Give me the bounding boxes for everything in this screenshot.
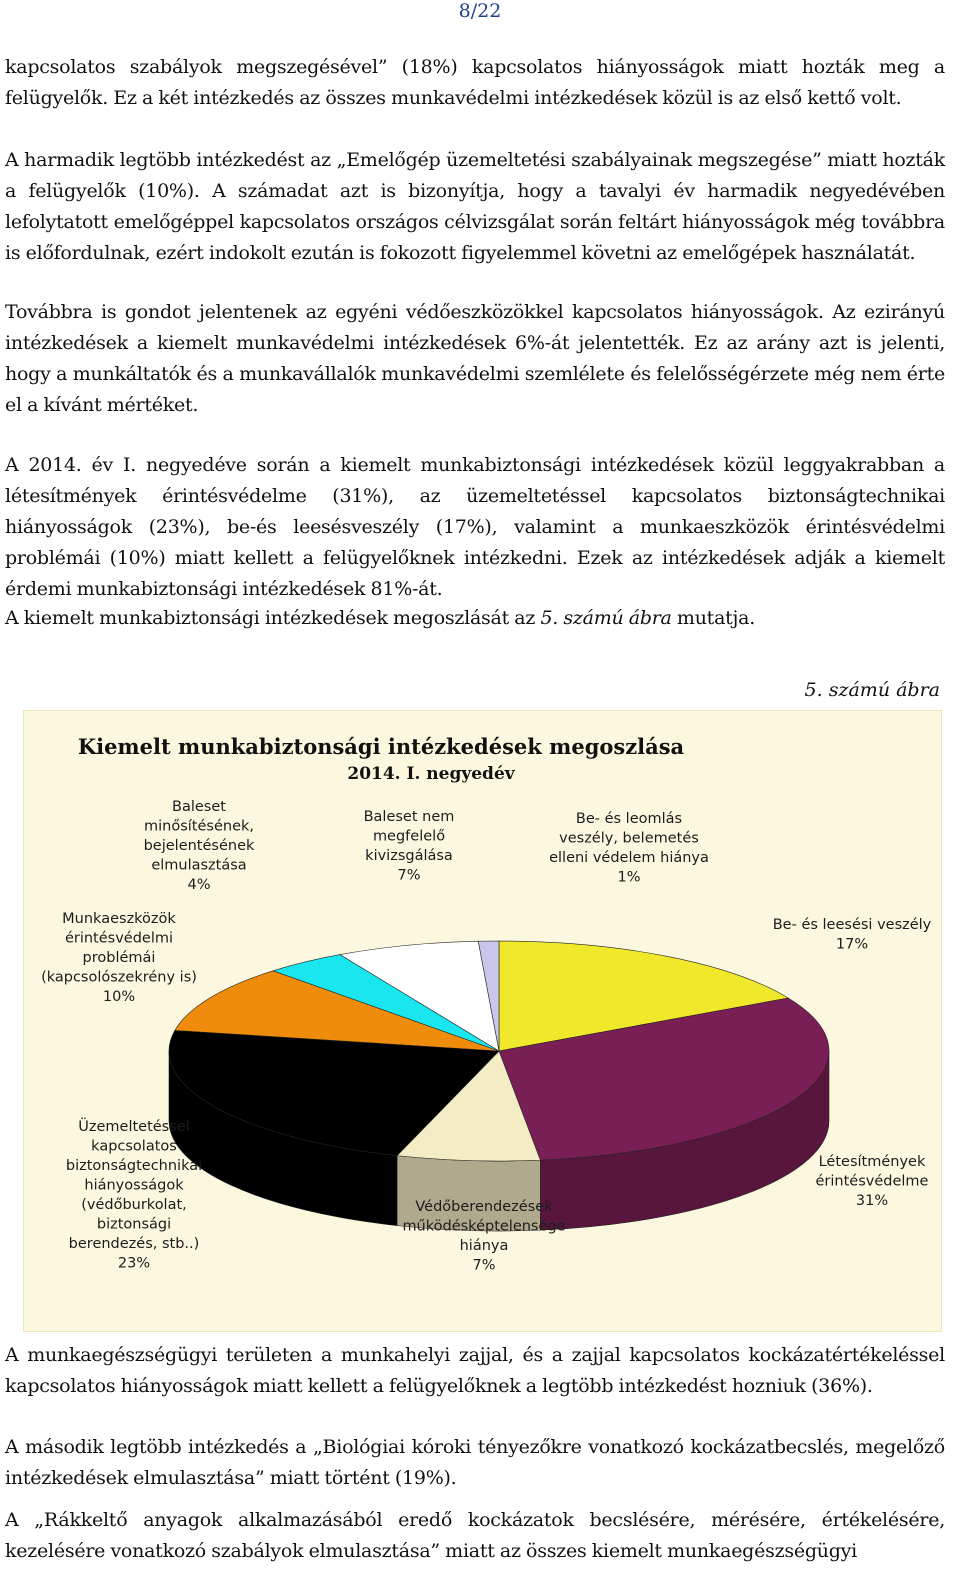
paragraph-4: A 2014. év I. negyedéve során a kiemelt munkabiztonsági intézkedések közül leggyakrabban a létesítmények érintésvédelme (31%), az üzemeltetéssel kapcsolatos biztonságtechnikai hiányosságok (23%), be-és leesésveszély (17%), valamint a munkaeszközök érintésvédelmi problémái (10%) miatt kellett a felügyelőknek intézkedni. Ezek az intézkedések adják a kiemelt érdemi munkabiztonsági intézkedések 81%-át. — [5, 454, 945, 600]
chart-subtitle: 2014. I. negyedév — [347, 764, 515, 784]
pie-label-line: megfelelő — [372, 828, 446, 845]
pie-label-value: 1% — [617, 869, 641, 886]
pie-label-line: kapcsolatos — [91, 1138, 177, 1155]
figure-label: 5. számú ábra — [804, 679, 940, 701]
pie-label-value: 7% — [397, 867, 421, 884]
pie-label-value: 31% — [855, 1193, 889, 1209]
pie-label-value: 7% — [472, 1257, 496, 1274]
pie-label-line: biztonságtechnikai — [65, 1158, 203, 1174]
page-number: 8/22 — [458, 0, 502, 22]
paragraph-figure-reference — [5, 603, 945, 634]
pie-label-7 — [549, 811, 709, 886]
pie-label-line: működésképtelensége — [402, 1218, 566, 1235]
pie-label-line: Baleset nem — [363, 809, 455, 825]
pie-label-line: érintésvédelmi — [64, 930, 174, 947]
pie-label-line: Baleset — [172, 799, 226, 815]
pie-label-1 — [816, 1154, 929, 1209]
pie-label-line: Be- és leomlás — [575, 811, 683, 827]
pie-label-value: 4% — [187, 877, 211, 893]
figure-ref-after: mutatja. — [671, 607, 756, 629]
pie-label-line: veszély, belemetés — [559, 830, 699, 847]
paragraph-6: A második legtöbb intézkedés a „Biológiai kóroki tényezőkre vonatkozó kockázatbecslés, megelőző intézkedések elmulasztása” miatt történt (19%). — [5, 1436, 945, 1489]
pie-label-5 — [144, 799, 255, 893]
pie-label-line: biztonsági — [96, 1216, 172, 1233]
chart-title: Kiemelt munkabiztonsági intézkedések megoszlása — [77, 734, 685, 759]
paragraph-3: Továbbra is gondot jelentenek az egyéni védőeszközökkel kapcsolatos hiányosságok. Az ezirányú intézkedések a kiemelt munkavédelmi intézkedések 6%-át jelentették. Ez az arány azt is jelenti, hogy a munkáltatók és a munkavállalók munkavédelmi szemlélete és felelősségérzete még nem érte el a kívánt mértéket. — [5, 301, 945, 416]
pie-label-line: érintésvédelme — [815, 1173, 929, 1190]
pie-label-value: 17% — [835, 936, 869, 953]
pie-label-value: 23% — [117, 1255, 151, 1272]
pie-label-line: minősítésének, — [144, 818, 254, 835]
pie-label-line: (kapcsolószekrény is) — [41, 969, 197, 986]
pie-label-line: hiánya — [459, 1238, 509, 1254]
figure-ref-italic: 5. számú ábra — [540, 607, 672, 629]
paragraph-2: A harmadik legtöbb intézkedést az „Emelőgép üzemeltetési szabályainak megszegése” miatt hozták a felügyelők (10%). A számadat azt is bizonyítja, hogy a tavalyi év harmadik negyedévében lefolytatott emelőgéppel kapcsolatos országos célvizsgálat során feltárt hiányosságok még továbbra is előfordulnak, ezért indokolt ezután is fokozott figyelemmel követni az emelőgépek használatát. — [5, 149, 945, 264]
pie-label-line: kivizsgálása — [365, 848, 453, 864]
pie-label-line: elleni védelem hiánya — [549, 850, 709, 866]
pie-label-2 — [402, 1199, 565, 1274]
pie-label-value: 10% — [102, 989, 136, 1005]
pie-chart — [24, 711, 941, 1331]
pie-label-line: Üzemeltetéssel — [78, 1119, 190, 1135]
paragraph-7: A „Rákkeltő anyagok alkalmazásából eredő kockázatok becslésére, mérésére, értékelésére, kezelésére vonatkozó szabályok elmulasztása” miatt az összes kiemelt munkaegészségügyi — [5, 1509, 945, 1562]
pie-label-line: problémái — [82, 950, 156, 966]
pie-label-line: Be- és leesési veszély — [772, 917, 932, 933]
pie-label-line: (védőburkolat, — [81, 1197, 187, 1213]
pie-label-line: Létesítmények — [818, 1154, 926, 1170]
pie-label-6 — [364, 809, 455, 884]
pie-chart-figure — [23, 710, 942, 1332]
figure-ref-before: A kiemelt munkabiztonsági intézkedések megoszlását az — [5, 607, 541, 629]
pie-label-line: bejelentésének — [143, 838, 255, 854]
paragraph-1: kapcsolatos szabályok megszegésével” (18%) kapcsolatos hiányosságok miatt hozták meg a felügyelők. Ez a két intézkedés az összes munkavédelmi intézkedések közül is az első kettő volt. — [5, 56, 945, 109]
pie-label-line: Munkaeszközök — [62, 911, 176, 927]
paragraph-5: A munkaegészségügyi területen a munkahelyi zajjal, és a zajjal kapcsolatos kockázatértékeléssel kapcsolatos hiányosságok miatt kellett a felügyelőknek a legtöbb intézkedést hozniuk (36%). — [5, 1344, 945, 1397]
pie-label-line: Védőberendezések — [415, 1199, 553, 1215]
pie-label-4 — [41, 911, 197, 1005]
pie-label-line: elmulasztása — [151, 857, 247, 874]
pie-label-0 — [773, 917, 932, 953]
pie-label-line: hiányosságok — [84, 1177, 184, 1194]
pie-label-line: berendezés, stb..) — [68, 1236, 200, 1252]
